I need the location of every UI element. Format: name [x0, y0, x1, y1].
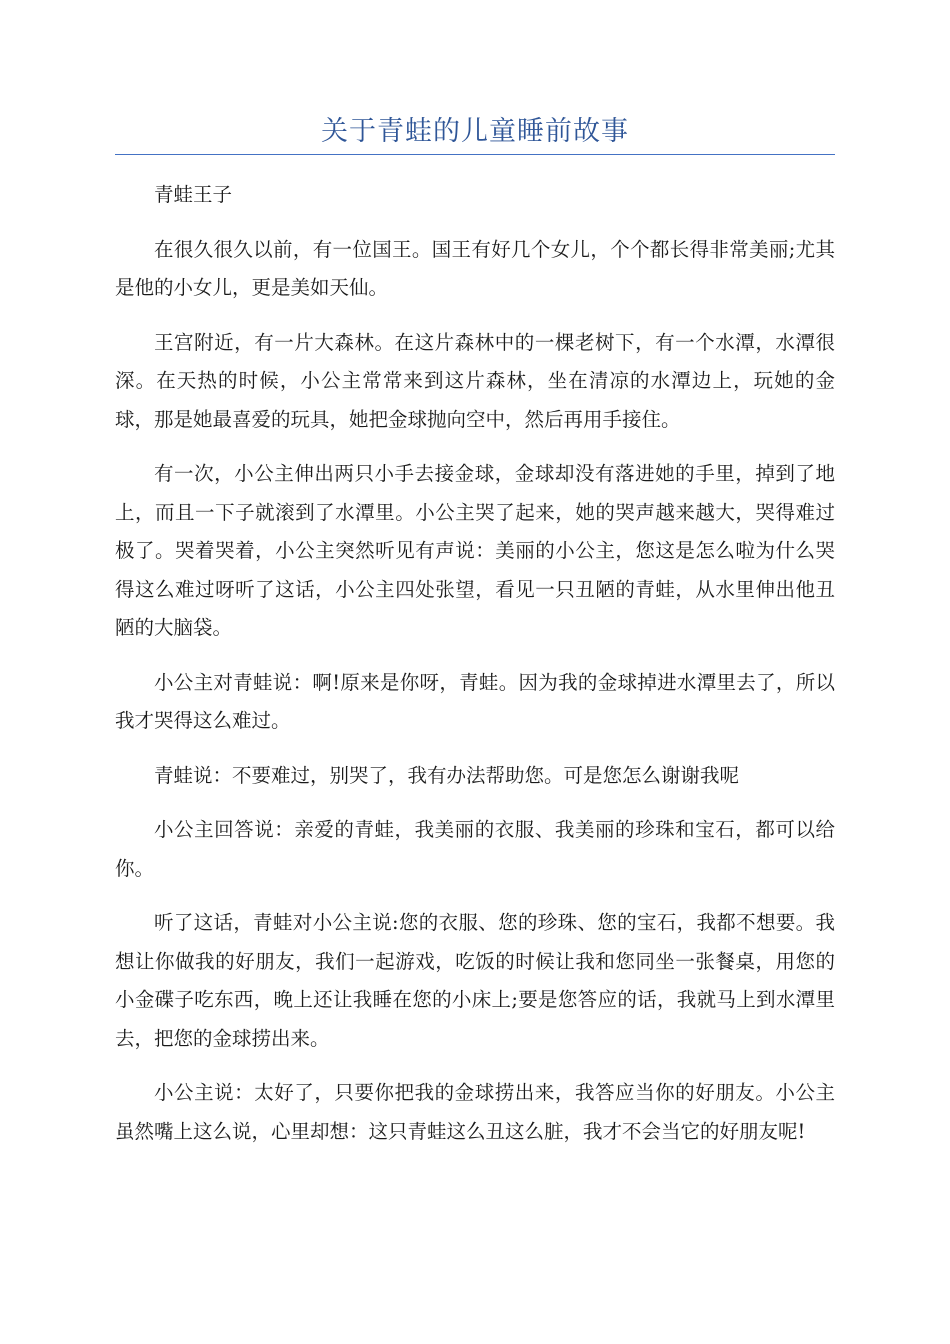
paragraph: 听了这话，青蛙对小公主说:您的衣服、您的珍珠、您的宝石，我都不想要。我想让你做我的好朋友，我们一起游戏，吃饭的时候让我和您同坐一张餐桌，用您的小金碟子吃东西，晚上还让我睡在您的小床上;要是您答应的话，我就马上到水潭里去，把您的金球捞出来。 [115, 911, 835, 1050]
paragraph: 青蛙说：不要难过，别哭了，我有办法帮助您。可是您怎么谢谢我呢 [154, 763, 740, 787]
paragraph: 王宫附近，有一片大森林。在这片森林中的一棵老树下，有一个水潭，水潭很深。在天热的时候，小公主常常来到这片森林，坐在清凉的水潭边上，玩她的金球，那是她最喜爱的玩具，她把金球抛向空中，然后再用手接住。 [115, 330, 835, 431]
paragraph: 小公主回答说：亲爱的青蛙，我美丽的衣服、我美丽的珍珠和宝石，都可以给你。 [115, 818, 835, 880]
paragraph: 有一次，小公主伸出两只小手去接金球，金球却没有落进她的手里，掉到了地上，而且一下子就滚到了水潭里。小公主哭了起来，她的哭声越来越大，哭得难过极了。哭着哭着，小公主突然听见有声说：美丽的小公主，您这是怎么啦为什么哭得这么难过呀听了这话，小公主四处张望，看见一只丑陋的青蛙，从水里伸出他丑陋的大脑袋。 [115, 462, 835, 639]
document-title: 关于青蛙的儿童睡前故事 [321, 116, 629, 147]
paragraph-story-title: 青蛙王子 [154, 183, 233, 206]
paragraph: 在很久很久以前，有一位国王。国王有好几个女儿，个个都长得非常美丽;尤其是他的小女儿，更是美如天仙。 [115, 237, 835, 299]
title-underline [115, 154, 835, 155]
paragraph: 小公主说：太好了，只要你把我的金球捞出来，我答应当你的好朋友。小公主虽然嘴上这么说，心里却想：这只青蛙这么丑这么脏，我才不会当它的好朋友呢! [115, 1081, 835, 1143]
paragraph: 小公主对青蛙说：啊!原来是你呀，青蛙。因为我的金球掉进水潭里去了，所以我才哭得这么难过。 [115, 670, 835, 732]
document-body [115, 176, 835, 1167]
